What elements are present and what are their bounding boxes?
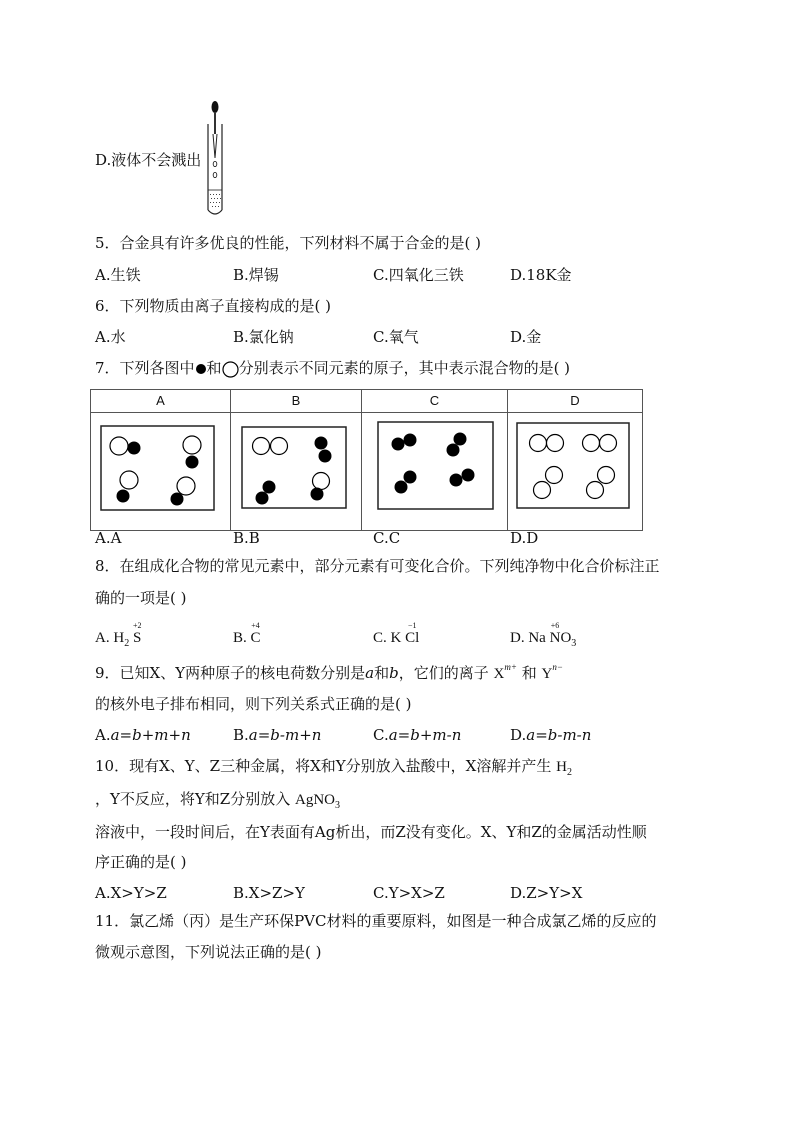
q10-option-c: C.Y>X>Z bbox=[373, 884, 445, 902]
q6-stem: 6．下列物质由离子直接构成的是( ) bbox=[95, 297, 332, 315]
q8-stem-line2: 确的一项是( ) bbox=[95, 589, 187, 607]
q7-option-a: A.A bbox=[95, 529, 122, 547]
q7-diagram-d bbox=[508, 413, 642, 526]
q7-option-d: D.D bbox=[510, 529, 539, 547]
q11-stem-line2: 微观示意图，下列说法正确的是( ) bbox=[95, 943, 322, 961]
q7-diagram-c bbox=[362, 413, 507, 526]
q7-header-a: A bbox=[91, 390, 231, 413]
q7-cell-a bbox=[91, 413, 231, 531]
q5-option-b: B.焊锡 bbox=[233, 266, 279, 284]
filled-atom-icon bbox=[195, 363, 207, 375]
q5-option-a: A.生铁 bbox=[95, 266, 141, 284]
dropper-test-tube-figure bbox=[200, 100, 236, 218]
q7-option-c: C.C bbox=[373, 529, 401, 547]
q9-option-b: B.a=b-m+n bbox=[233, 726, 322, 744]
q7-cell-b bbox=[231, 413, 362, 531]
q7-diagram-table bbox=[90, 389, 643, 531]
q10-stem-line2: ，Y不反应，将Y和Z分别放入 AgNO$_3$ bbox=[95, 790, 341, 811]
q5-option-c: C.四氧化三铁 bbox=[373, 266, 464, 284]
q5-option-d: D.18K金 bbox=[510, 266, 572, 284]
q7-cell-c bbox=[362, 413, 508, 531]
q7-header-b: B bbox=[231, 390, 362, 413]
q9-option-c: C.a=b+m-n bbox=[373, 726, 462, 744]
q7-diagram-b bbox=[231, 413, 361, 526]
q10-stem-line3: 溶液中，一段时间后，在Y表面有Ag析出，而Z没有变化。X、Y和Z的金属活动性顺 bbox=[95, 823, 647, 841]
q5-stem: 5．合金具有许多优良的性能，下列材料不属于合金的是( ) bbox=[95, 234, 482, 252]
q7-cell-d bbox=[508, 413, 643, 531]
q11-stem-line1: 11．氯乙烯（丙）是生产环保PVC材料的重要原料，如图是一种合成氯乙烯的反应的 bbox=[95, 912, 657, 930]
q8-option-c: C. K −1 Cl bbox=[373, 621, 420, 646]
q7-stem bbox=[95, 358, 570, 378]
q7-stem-part1: 7．下列各图中 bbox=[95, 359, 195, 377]
q10-option-b: B.X>Z>Y bbox=[233, 884, 305, 902]
q7-stem-part3: 分别表示不同元素的原子，其中表示混合物的是( ) bbox=[238, 359, 571, 377]
ion-x: $X^{m+}$ bbox=[493, 662, 517, 682]
q7-diagram-a bbox=[91, 413, 230, 526]
q9-option-a: A.a=b+m+n bbox=[95, 726, 191, 744]
q9-stem-line1: 9．已知X、Y两种原子的核电荷数分别是a和b，它们的离子 $X^{m+}$ 和 $Y^{n-}$ bbox=[95, 662, 563, 682]
h2-formula: $H_2$ bbox=[556, 759, 572, 778]
q4-option-d: D.液体不会溅出 bbox=[95, 151, 202, 169]
q10-stem-line1: 10．现有X、Y、Z三种金属，将X和Y分别放入盐酸中，X溶解并产生 $H_2$ bbox=[95, 757, 572, 778]
q10-option-d: D.Z>Y>X bbox=[510, 884, 583, 902]
q10-stem-line4: 序正确的是( ) bbox=[95, 853, 187, 871]
q8-stem-line1: 8．在组成化合物的常见元素中，部分元素有可变化合价。下列纯净物中化合价标注正 bbox=[95, 557, 660, 575]
q6-option-d: D.金 bbox=[510, 328, 542, 346]
q7-header-d: D bbox=[508, 390, 643, 413]
q8-option-d: D. Na +6 $NO_3$ bbox=[510, 621, 577, 649]
q7-option-b: B.B bbox=[233, 529, 260, 547]
agno3-formula: AgNO$_3$ bbox=[295, 792, 341, 811]
q10-option-a: A.X>Y>Z bbox=[95, 884, 167, 902]
q9-option-d: D.a=b-m-n bbox=[510, 726, 592, 744]
q6-option-c: C.氧气 bbox=[373, 328, 419, 346]
q8-option-a: A. $H_2$ +2 S bbox=[95, 621, 142, 649]
q9-stem-line2: 的核外电子排布相同，则下列关系式正确的是( ) bbox=[95, 695, 412, 713]
hollow-atom-icon bbox=[222, 361, 239, 378]
q6-option-a: A.水 bbox=[95, 328, 126, 346]
q7-stem-part2: 和 bbox=[206, 359, 222, 377]
ion-y: $Y^{n-}$ bbox=[541, 662, 563, 682]
q7-header-c: C bbox=[362, 390, 508, 413]
q6-option-b: B.氯化钠 bbox=[233, 328, 294, 346]
q8-option-b: B. +4 C bbox=[233, 621, 261, 646]
